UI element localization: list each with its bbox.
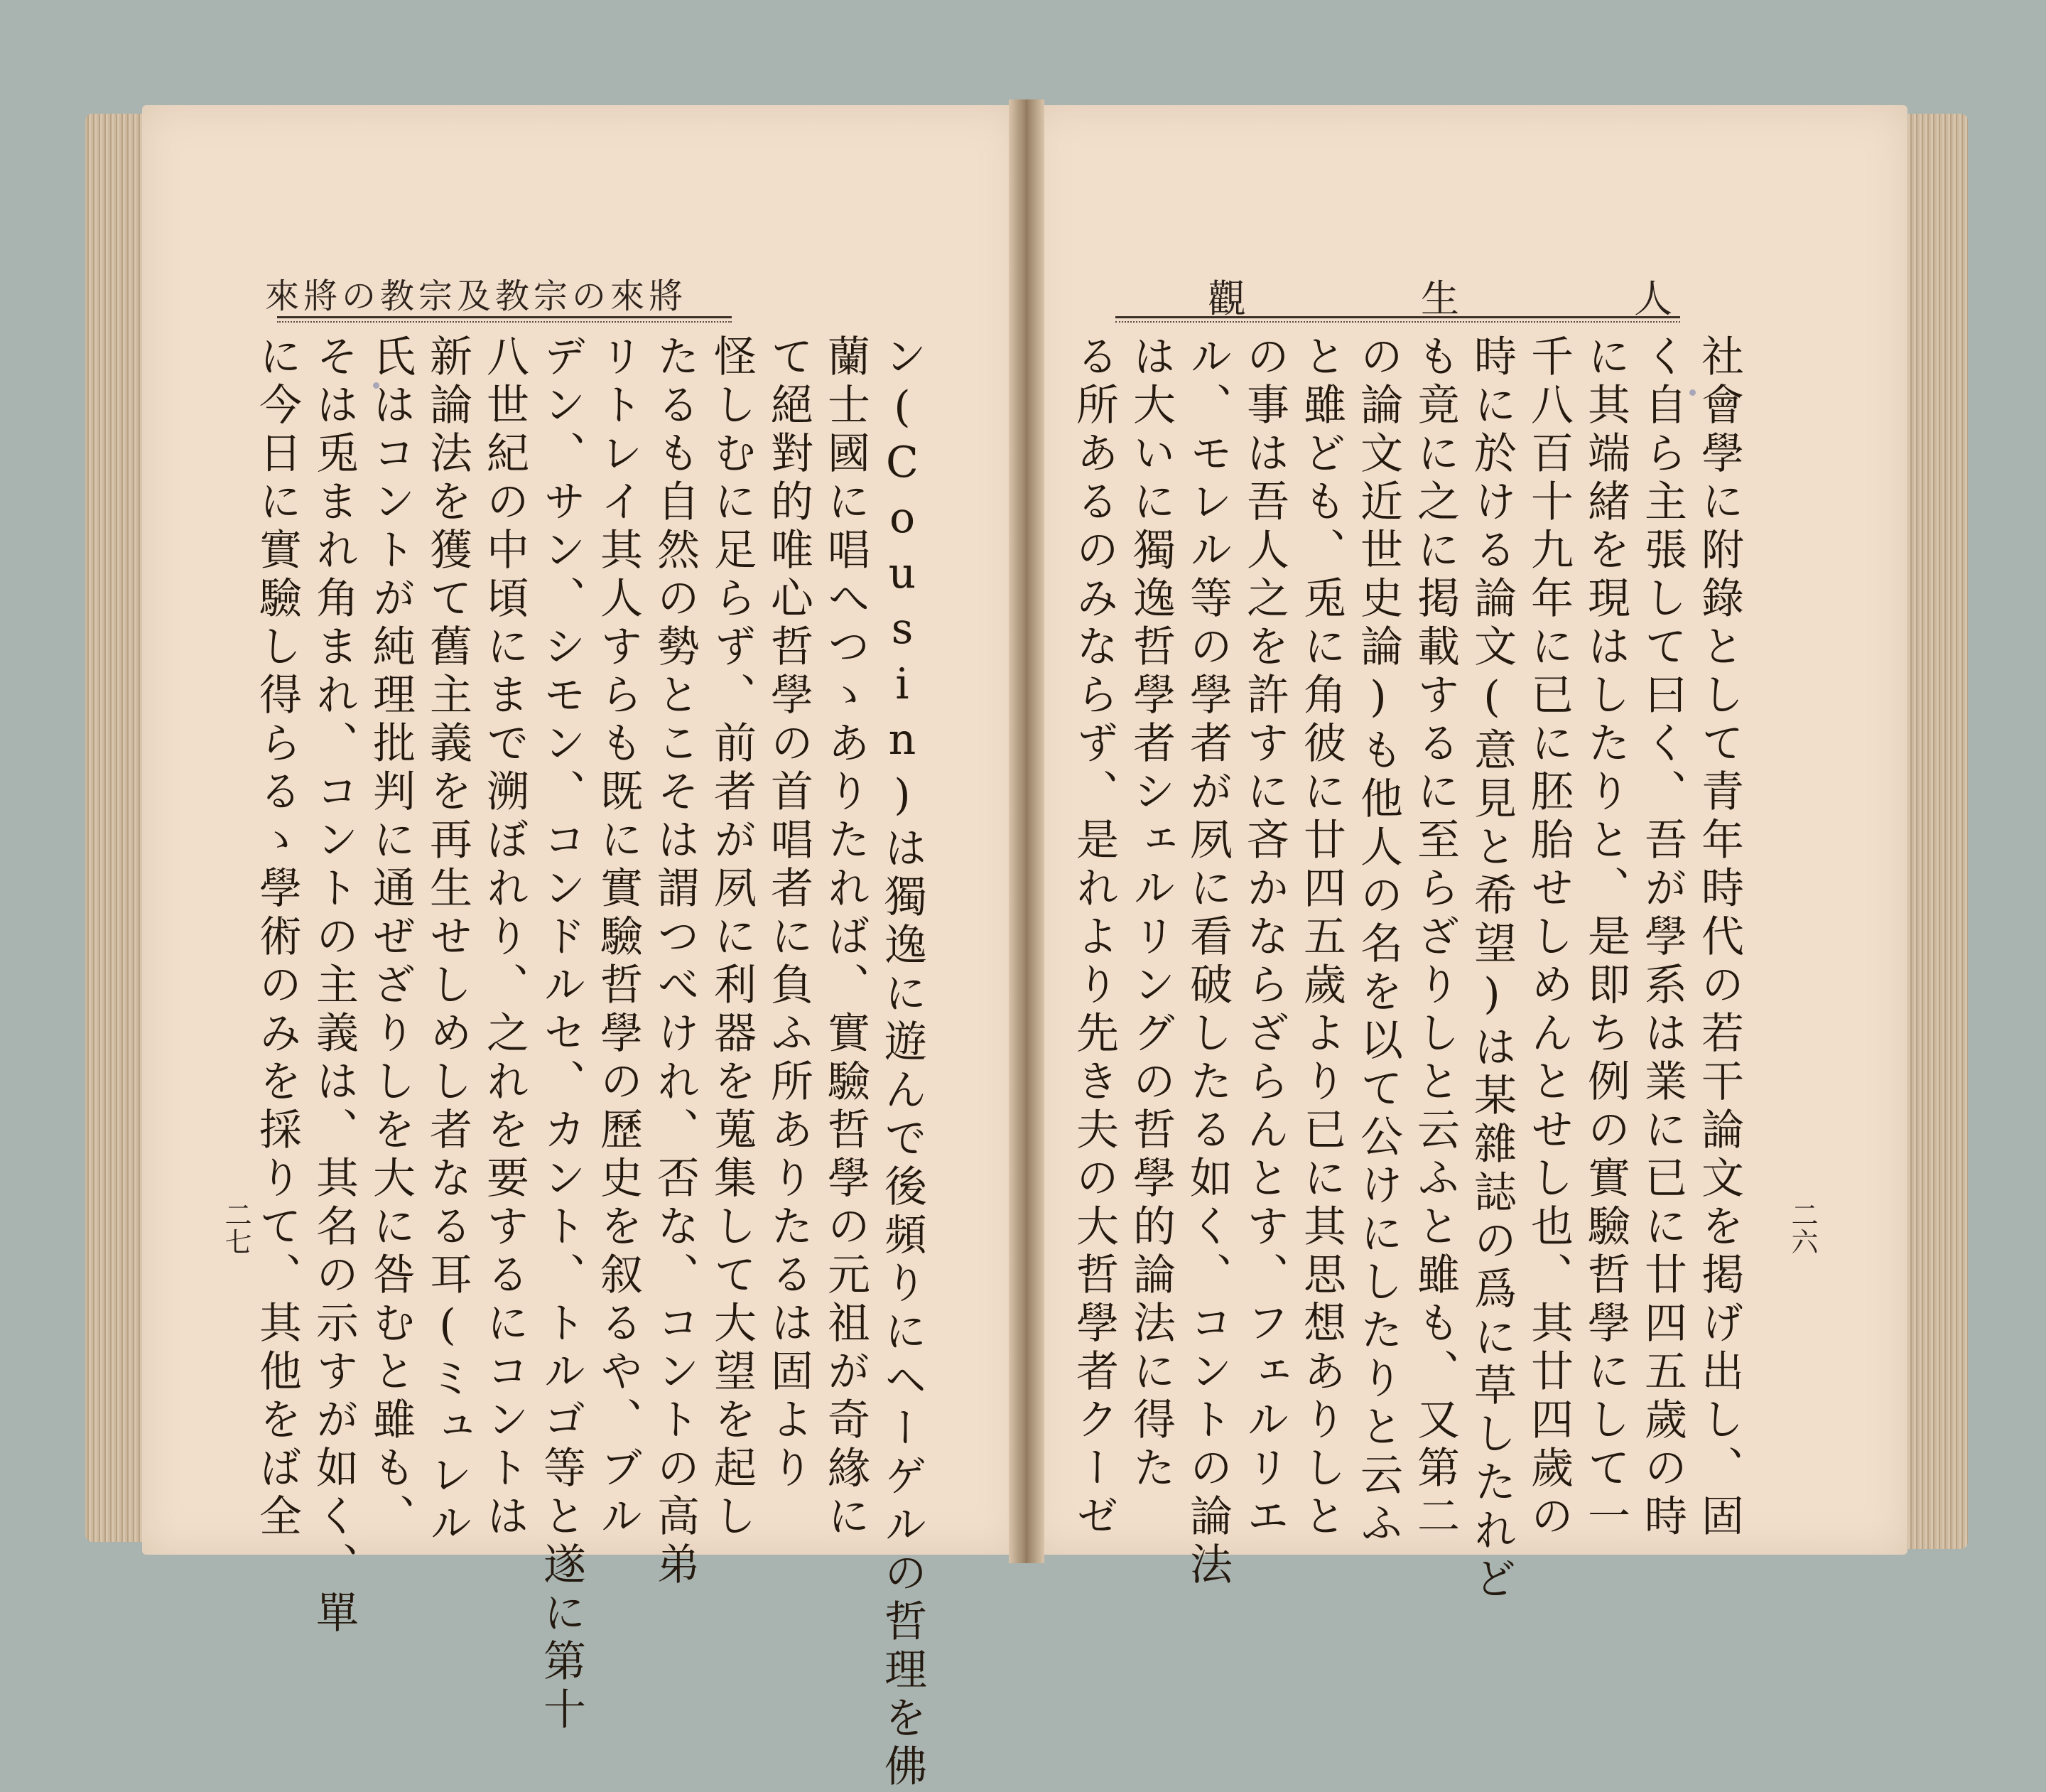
book-gutter xyxy=(1009,99,1044,1563)
text-column: ル、モレル等の學者が夙に看破したる如く、コントの論法 xyxy=(1183,334,1233,1590)
text-column: に其端緒を現はしたりと、是即ち例の實驗哲學にして一 xyxy=(1581,334,1630,1542)
text-column: 社會學に附錄として青年時代の若干論文を掲げ出し、固 xyxy=(1694,334,1744,1542)
left-header-rule xyxy=(277,316,732,318)
text-column: は大いに獨逸哲學者シェルリングの哲學的論法に得た xyxy=(1126,334,1176,1494)
left-page-number: 二七 xyxy=(220,1201,251,1255)
header-char: 人 xyxy=(1634,276,1677,321)
right-header-rule xyxy=(1115,316,1680,318)
text-column: 八世紀の中頃にまで溯ぼれり、之れを要するにコントは xyxy=(480,334,529,1542)
right-page-edges xyxy=(1897,114,1968,1549)
right-page-header xyxy=(1208,269,1677,323)
text-column: 怪しむに足らず、前者が夙に利器を蒐集して大望を起し xyxy=(707,334,757,1542)
left-page-body xyxy=(242,334,931,1792)
text-column: デン、サン、シモン、コンドルセ、カント、トルゴ等と遂に第十 xyxy=(536,334,586,1735)
text-column: と雖ども、兎に角彼に廿四五歲より已に其思想ありしと xyxy=(1297,334,1346,1542)
text-column: の事は吾人之を許すに吝かならざらんとす、フェルリエ xyxy=(1240,334,1289,1542)
text-column: たるも自然の勢とこそは謂つべけれ、否な、コントの高弟 xyxy=(650,334,700,1590)
text-column: 時に於ける論文(意見と希望)は某雜誌の爲に草したれど xyxy=(1467,334,1517,1604)
text-column: 蘭士國に唱へつゝありたれば、實驗哲學の元祖が奇緣に xyxy=(821,334,870,1542)
left-page-header: 來將の教宗及教宗の來將 xyxy=(264,276,687,316)
right-page-number: 二六 xyxy=(1787,1201,1818,1255)
text-column: リトレイ其人すらも既に實驗哲學の歷史を叙るや、ブル xyxy=(593,334,643,1542)
text-column: て絕對的唯心哲學の首唱者に負ふ所ありたるは固より xyxy=(764,334,813,1494)
right-page-body xyxy=(1069,334,1748,1604)
text-column: に今日に實驗し得らるゝ學術のみを採りて、其他をば全 xyxy=(252,334,302,1542)
text-column: 千八百十九年に已に胚胎せしめんとせし也、其廿四歲の xyxy=(1524,334,1574,1542)
text-column: も竟に之に掲載するに至らざりしと云ふと雖も、又第二 xyxy=(1410,334,1460,1542)
header-char: 觀 xyxy=(1208,276,1250,321)
text-column: の論文近世史論)も他人の名を以て公けにしたりと云ふ xyxy=(1353,334,1403,1549)
text-column: る所あるのみならず、是れより先き夫の大哲學者クーゼ xyxy=(1069,334,1119,1542)
text-column: そは兎まれ角まれ、コントの主義は、其名の示すが如く、單 xyxy=(309,334,359,1639)
header-char: 生 xyxy=(1421,276,1463,321)
text-column: く自ら主張して曰く、吾が學系は業に已に廿四五歲の時 xyxy=(1638,334,1687,1542)
text-column: 新論法を獲て舊主義を再生せしめし者なる耳(ミュレル xyxy=(423,334,472,1549)
text-column: ン(Cousin)は獨逸に遊んで後頻りにヘーゲルの哲理を佛 xyxy=(877,334,927,1792)
text-column: 氏はコントが純理批判に通ぜざりしを大に咎むと雖も、 xyxy=(366,334,416,1542)
